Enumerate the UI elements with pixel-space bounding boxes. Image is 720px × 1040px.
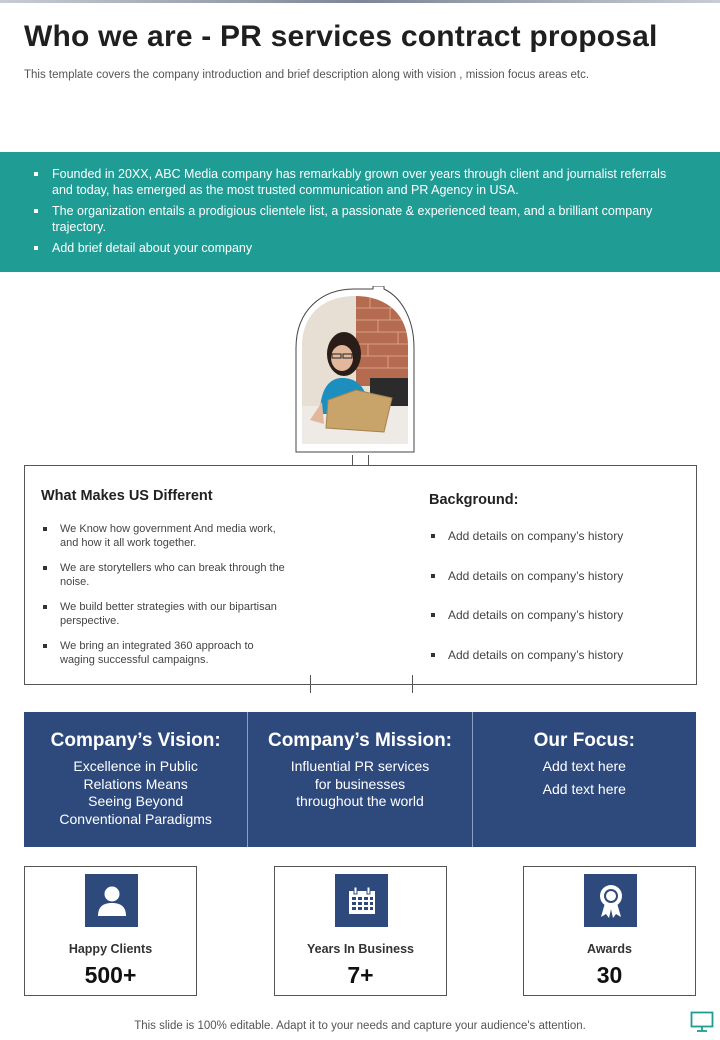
different-item: We are storytellers who can break through the noise. [41,561,291,589]
connector-line [412,675,413,693]
stat-label: Happy Clients [68,942,153,956]
differentiators-panel [24,465,697,685]
vision-line: Excellence in Public [73,758,198,774]
intro-list [34,166,680,256]
different-list [41,522,291,678]
different-item: We build better strategies with our bipartisan perspective. [41,600,291,628]
focus-column [473,712,696,847]
stat-label: Awards [587,942,632,956]
page-title: Who we are - PR services contract proposal [24,20,658,53]
vision-mission-focus [24,712,696,847]
mission-line: for businesses [314,775,406,792]
stat-value: 500+ [84,962,137,988]
award-ribbon-icon [584,874,637,927]
mission-column [248,712,472,847]
vision-line: Conventional Paradigms [59,810,212,827]
calendar-icon [335,874,388,927]
vision-column [24,712,248,847]
mission-line: throughout the world [296,793,424,809]
vision-line: Seeing Beyond [88,793,184,809]
page-subtitle: This template covers the company introduction and brief description along with vision , mission focus areas etc. [24,69,590,81]
top-divider [0,0,720,3]
stat-happy-clients [24,866,197,996]
intro-band [0,152,720,272]
mission-line: Influential PR services [290,758,430,774]
stat-label: Years In Business [306,942,414,956]
monitor-icon[interactable] [690,1011,714,1033]
background-title: Background: [429,492,519,508]
vision-title: Company’s Vision: [50,730,221,751]
stats-row [24,866,696,996]
stat-awards [523,866,696,996]
intro-bullet: Founded in 20XX, ABC Media company has remarkably grown over years through client and journalist referrals and today, has emerged as the most trusted communication and PR Agency in USA. [34,166,680,198]
background-item: Add details on company’s history [429,648,679,662]
stat-years-in-business [274,866,447,996]
different-item: We Know how government And media work, and how it all work together. [41,522,291,550]
background-item: Add details on company’s history [429,569,679,583]
focus-line: Add text here [542,780,626,797]
user-icon [85,874,138,927]
connector-line [310,675,311,693]
different-title: What Makes US Different [41,488,213,504]
footer-note: This slide is 100% editable. Adapt it to your needs and capture your audience's attention. [134,1020,586,1032]
mission-title: Company’s Mission: [267,730,453,751]
background-list [429,529,679,687]
intro-bullet: Add brief detail about your company [34,240,680,256]
intro-bullet: The organization entails a prodigious clientele list, a passionate & experienced team, and a brilliant company trajectory. [34,203,680,235]
focus-title: Our Focus: [533,730,635,751]
different-item: We bring an integrated 360 approach to waging successful campaigns. [41,639,291,667]
focus-line: Add text here [542,758,626,774]
company-photo [294,286,416,458]
stat-value: 7+ [347,962,374,988]
background-item: Add details on company’s history [429,608,679,622]
vision-line: Relations Means [83,775,188,792]
background-item: Add details on company’s history [429,529,679,543]
stat-value: 30 [596,962,623,988]
